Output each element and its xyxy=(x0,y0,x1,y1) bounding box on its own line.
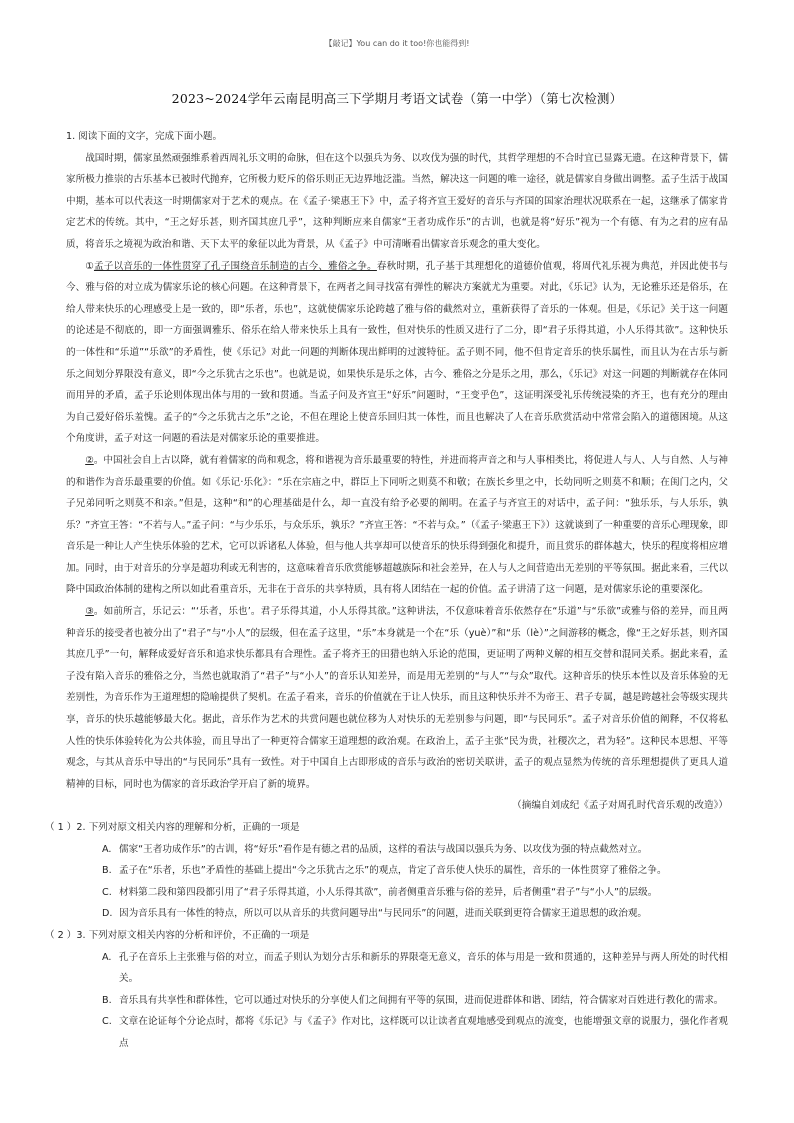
passage-paragraph-4 xyxy=(66,601,728,795)
option-text: 文章在论证每个分论点时，都将《乐记》与《孟子》作对比，这样既可以让读者直观地感受到观点的流变，也能增强文章的说服力，强化作者观点 xyxy=(119,1016,728,1049)
option-letter: B. xyxy=(102,994,112,1006)
paragraph-4-text: 。如前所言，乐记云：“‘乐者，乐也’。君子乐得其道，小人乐得其欲。”这种讲法，不仅意味着音乐依然存在“乐道”与“乐欲”或雅与俗的差异，而且两种音乐的接受者也被分出了“君子”与“小人”的层级，但在孟子这里，“乐”本身就是一个在“乐（yuè）”和“乐（lè）”之间游移的概念，像“王之好乐甚，则齐国其庶几乎”一句，解释成爱好音乐和追求快乐都具有合理性。孟子将齐王的田猎也纳入乐论的范围，更证明了两种义解的相互交替和混同关系。据此来看，孟子没有陷入音乐的雅俗之分，当然也就取消了“君子”与“小人”的音乐认知差异，而是用无差别的“与人”“与众”取代。这种音乐的快乐本性以及音乐体验的无差别性，为音乐作为王道理想的隐喻提供了契机。在孟子看来，音乐的价值就在于让人快乐，而且这种快乐并不为帝王、君子专属，越是跨越社会等级实现共享，音乐的快乐越能够最大化。据此，音乐作为艺术的共赏问题也就位移为人对快乐的无差别参与问题，即“与民同乐”。孟子对音乐价值的阐释，不仅将私人性的快乐体验转化为公共体验，而且导出了一种更符合儒家王道理想的政治观。在政治上，孟子主张“民为贵，社稷次之，君为轻”。这种民本思想、平等观念，与其从音乐中导出的“与民同乐”具有一致性。对于中国自上古即形成的音乐与政治的密切关联讲，孟子的观点显然为传统的音乐理想提供了更具人道精神的目标，同时也为儒家的音乐政治学开启了新的境界。 xyxy=(66,606,728,790)
option-text: 儒家“王者功成作乐”的古训，将“好乐”看作是有德之君的品质，这样的看法与战国以强兵为务、以攻伐为强的特点截然对立。 xyxy=(119,843,648,855)
sub-question-2-option-b xyxy=(102,990,728,1012)
option-text: 材料第二段和第四段都引用了“君子乐得其道，小人乐得其欲”，前者侧重音乐雅与俗的差异，后者侧重“君子”与“小人”的层级。 xyxy=(119,886,658,898)
passage-source: （摘编自刘成纪《孟子对周孔时代音乐观的改造》） xyxy=(512,800,728,812)
option-letter: A. xyxy=(102,843,112,855)
option-letter: B. xyxy=(102,865,112,877)
sub-question-1-option-a xyxy=(102,839,728,861)
option-text: 孟子在“乐者，乐也”矛盾性的基础上提出“今之乐犹古之乐”的观点，肯定了音乐使人快乐的属性，音乐的一体性贯穿了雅俗之争。 xyxy=(119,865,667,877)
exam-content xyxy=(45,126,728,1055)
passage-paragraph-2 xyxy=(66,256,728,450)
passage-paragraph-1: 战国时期，儒家虽然顽强维系着西周礼乐文明的命脉，但在这个以强兵为务、以攻伐为强的时代，其哲学理想的不合时宜已显露无遗。在这种背景下，儒家所极力推崇的古乐基本已被时代抛弃，它所极力贬斥的俗乐则正无边界地泛滥。当然，解决这一问题的唯一途径，就是儒家自身做出调整。孟子生活于战国中期，基本可以代表这一时期儒家对于艺术的观点。在《孟子·梁惠王下》中，孟子将齐宣王爱好的音乐与齐国的国家治理状况联系在一起，这继承了儒家肯定艺术的传统。其中，“王之好乐甚，则齐国其庶几乎”，这种判断应来自儒家“王者功成作乐”的古训，也就是将“好乐”视为一个有德、有为之君的应有品质，将音乐之境视为政治和谐、天下太平的象征以此为背景，从《孟子》中可清晰看出儒家音乐观念的重大变化。 xyxy=(66,152,728,250)
underlined-sentence: 孟子以音乐的一体性贯穿了孔子围绕音乐制造的古今、雅俗之争。 xyxy=(93,260,377,272)
sub-question-2-option-c xyxy=(102,1011,728,1054)
passage-paragraph-3 xyxy=(66,450,728,601)
sub-question-2-option-a xyxy=(102,947,728,990)
circled-number-1: ① xyxy=(85,260,94,272)
page-header-note: 【敲记】You can do it too!你也能得到! xyxy=(324,39,470,48)
blank-marker-3: ③ xyxy=(85,606,94,618)
paragraph-2-text: 春秋时期，孔子基于其理想化的道德价值观，将周代礼乐视为典范，并因此使书与今、雅与俗的对立成为儒家乐论的核心问题。在这种背景下，在两者之间寻找富有弹性的解决方案就尤为重要。对此，《乐记》认为，无论雅乐还是俗乐，在给人带来快乐的心理感受上是一致的，即“乐者，乐也”，这就使儒家乐论跨越了雅与俗的截然对立，重新获得了音乐的一体观。但是，《乐记》关于这一问题的论述是不彻底的，即一方面强调雅乐、俗乐在给人带来快乐上具有一致性，但对快乐的性质又进行了二分，即“君子乐得其道，小人乐得其欲”。这种快乐的一体性和“乐道”“乐欲”的矛盾性，使《乐记》对此一问题的判断体现出鲜明的过渡特征。孟子则不同，他不但肯定音乐的快乐属性，而且认为在古乐与新乐之间划分界限没有意义，即“今之乐犹古之乐也”。也就是说，如果快乐是乐之体，古今、雅俗之分是乐之用，那么，《乐记》对这一问题的判断就存在体同而用异的矛盾，孟子乐论则体现出体与用的一致和贯通。当孟子问及齐宣王“好乐”问题时，“王变乎色”，这证明深受礼乐传统浸染的齐王，也有充分的理由为自己爱好俗乐羞愧。孟子的“今之乐犹古之乐”之论，不但在理论上使音乐回归其一体性，而且也解决了人在音乐欣赏活动中常常会陷入的道德困境。从这个角度讲，孟子对这一问题的看法是对儒家乐论的重要推进。 xyxy=(66,260,728,445)
option-letter: C. xyxy=(102,886,112,898)
option-letter: D. xyxy=(102,908,113,920)
option-text: 因为音乐具有一体性的特点，所以可以从音乐的共赏问题导出“与民同乐”的问题，进而关联到更符合儒家王道思想的政治观。 xyxy=(119,908,648,920)
option-letter: C. xyxy=(102,1016,112,1028)
sub-question-2-stem: （ 2 ）3. 下列对原文相关内容的分析和评价，不正确的一项是 xyxy=(45,929,310,941)
option-text: 孔子在音乐上主张雅与俗的对立，而孟子则认为划分古乐和新乐的界限毫无意义，音乐的体与用是一致和贯通的，这种差异与两人所处的时代相关。 xyxy=(119,951,728,985)
sub-question-1-option-c xyxy=(102,882,728,904)
question-prompt: 1. 阅读下面的文字，完成下面小题。 xyxy=(66,131,223,142)
blank-marker-2: ② xyxy=(85,454,94,466)
option-letter: A. xyxy=(102,951,112,963)
sub-question-1-stem: （ 1 ）2. 下列对原文相关内容的理解和分析，正确的一项是 xyxy=(45,822,300,833)
paragraph-3-text: 。中国社会自上古以降，就有着儒家的尚和观念，将和谐视为音乐最重要的特性，并进而将声音之和与人事相类比，将促进人与人、人与自然、人与神的和谐作为音乐最重要的价值。如《乐记·乐化》：“乐在宗庙之中，群臣上下同听之则莫不和敬；在族长乡里之中，长幼同听之则莫不和顺；在闺门之内，父子兄弟同听之则莫不和亲。”但是，这种“和”的心理基础是什么，却一直没有给予必要的阐明。在孟子与齐宣王的对话中，孟子问：“独乐乐，与人乐乐，孰乐？”齐宣王答：“不若与人。”孟子问：“与少乐乐，与众乐乐，孰乐？”齐宣王答：“不若与众。”（《孟子·梁惠王下》）这就谈到了一种重要的音乐心理现象，即音乐是一种让人产生快乐体验的艺术，它可以诉诸私人体验，但与他人共享却可以使音乐的快乐得到强化和提升，而且赏乐的群体越大，快乐的程度将相应增加。同时，由于对音乐的分享是超功利或无利害的，这意味着音乐欣赏能够超越族际和社会差异，在人与人之间营造出无差别的平等氛围。据此来看，三代以降中国政治体制的建构之所以如此看重音乐，无非在于音乐的共享特质，具有将人团结在一起的价值。孟子讲清了这一问题，是对儒家乐论的重要深化。 xyxy=(66,454,728,596)
option-text: 音乐具有共享性和群体性，它可以通过对快乐的分享使人们之间拥有平等的氛围，进而促进群体和谐、团结，符合儒家对百姓进行教化的需求。 xyxy=(119,994,724,1006)
exam-title: 2023~2024学年云南昆明高三下学期月考语文试卷（第一中学）（第七次检测） xyxy=(171,91,623,106)
sub-question-1-option-b xyxy=(102,860,728,882)
sub-question-1-option-d xyxy=(102,903,728,925)
